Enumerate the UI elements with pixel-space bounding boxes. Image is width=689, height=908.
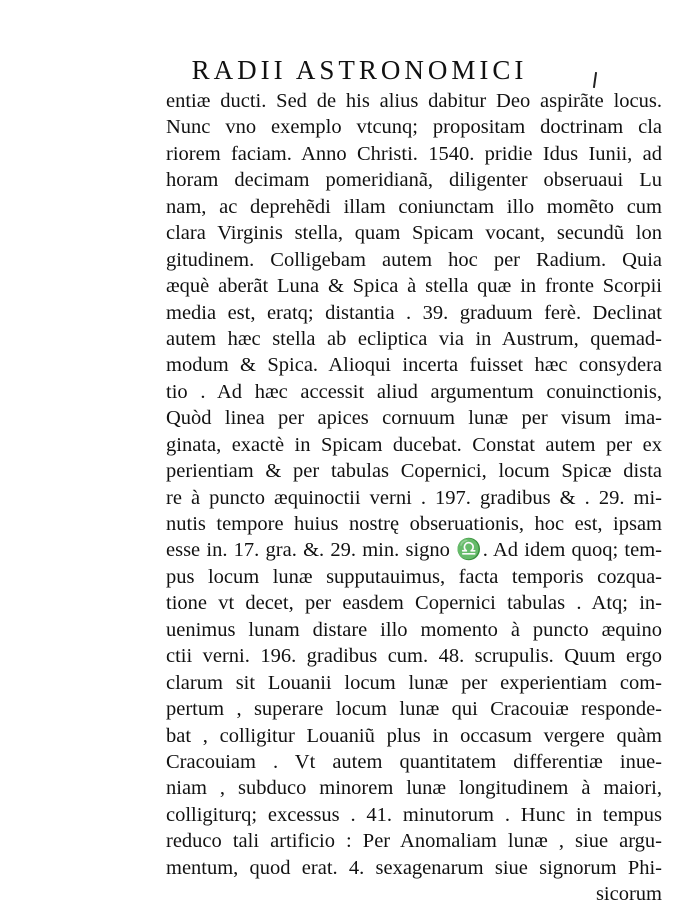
text-line: riorem faciam. Anno Christi. 1540. pridie Idus Iunii, ad xyxy=(166,142,662,165)
text-line: entiæ ducti. Sed de his alius dabitur Deo aspirãte locus. xyxy=(166,90,662,112)
text-line: bat , colligitur Louaniũ plus in occasum vergere quàm xyxy=(166,724,662,747)
text-line: clarum sit Louanii locum lunæ per experientiam com- xyxy=(166,671,662,694)
text-line: pertum , superare locum lunæ qui Cracouiæ responde- xyxy=(166,698,662,721)
text-line: nutis tempore huius nostrę obseruationis, hoc est, ipsam xyxy=(166,513,662,535)
text-line: Cracouiam . Vt autem quantitatem differentiæ inue- xyxy=(166,750,662,773)
text-line: tio . Ad hæc accessit aliud argumentum conuinctionis, xyxy=(166,380,662,403)
text-line: re à puncto æquinoctii verni . 197. gradibus & . 29. mi- xyxy=(166,486,662,509)
text-line: media est, eratq; distantia . 39. graduum ferè. Declinat xyxy=(166,301,662,324)
text-line: nam, ac deprehẽdi illam coniunctam illo momẽto cum xyxy=(166,195,662,218)
catchword: sicorum xyxy=(595,883,662,906)
text-line: autem hæc stella ab ecliptica via in Austrum, quemad- xyxy=(166,327,662,350)
text-line: ctii verni. 196. gradibus cum. 48. scrupulis. Quum ergo xyxy=(166,645,662,668)
text-line: esse in. 17. gra. &. 29. min. signo ♎. Ad idem quoq; tem- xyxy=(166,539,662,562)
text-line: ginata, exactè in Spicam ducebat. Constat autem per ex xyxy=(166,433,662,456)
text-line: horam decimam pomeridianã, diligenter obseruaui Lu xyxy=(166,169,662,192)
text-line: perientiam & per tabulas Copernici, locum Spicæ dista xyxy=(166,460,662,483)
text-line: clara Virginis stella, quam Spicam vocant, secundũ lon xyxy=(166,222,662,245)
text-line: Nunc vno exemplo vtcunq; propositam doctrinam cla xyxy=(166,116,662,139)
text-line: pus locum lunæ supputauimus, facta temporis cozqua- xyxy=(166,565,662,588)
text-line: uenimus lunam distare illo momento à puncto æquino xyxy=(166,618,662,641)
text-line: mentum, quod erat. 4. sexagenarum siue signorum Phi- xyxy=(166,856,662,879)
running-head: RADII ASTRONOMICI xyxy=(191,55,528,85)
text-line: modum & Spica. Alioqui incerta fuisset hæc consydera xyxy=(166,354,662,377)
body-text xyxy=(166,88,662,908)
text-line: tione vt decet, per easdem Copernici tabulas . Atq; in- xyxy=(166,592,662,615)
text-line: æquè aberãt Luna & Spica à stella quæ in fronte Scorpii xyxy=(166,275,662,298)
text-line: reduco tali artificio : Per Anomaliam lunæ , siue argu- xyxy=(166,830,662,853)
text-line: gitudinem. Colligebam autem hoc per Radium. Quia xyxy=(166,248,662,271)
text-line: niam , subduco minorem lunæ longitudinem à maiori, xyxy=(166,777,662,800)
text-line: Quòd linea per apices cornuum lunæ per visum ima- xyxy=(166,407,662,430)
text-line: colligiturq; excessus . 41. minutorum . Hunc in tempus xyxy=(166,803,662,826)
